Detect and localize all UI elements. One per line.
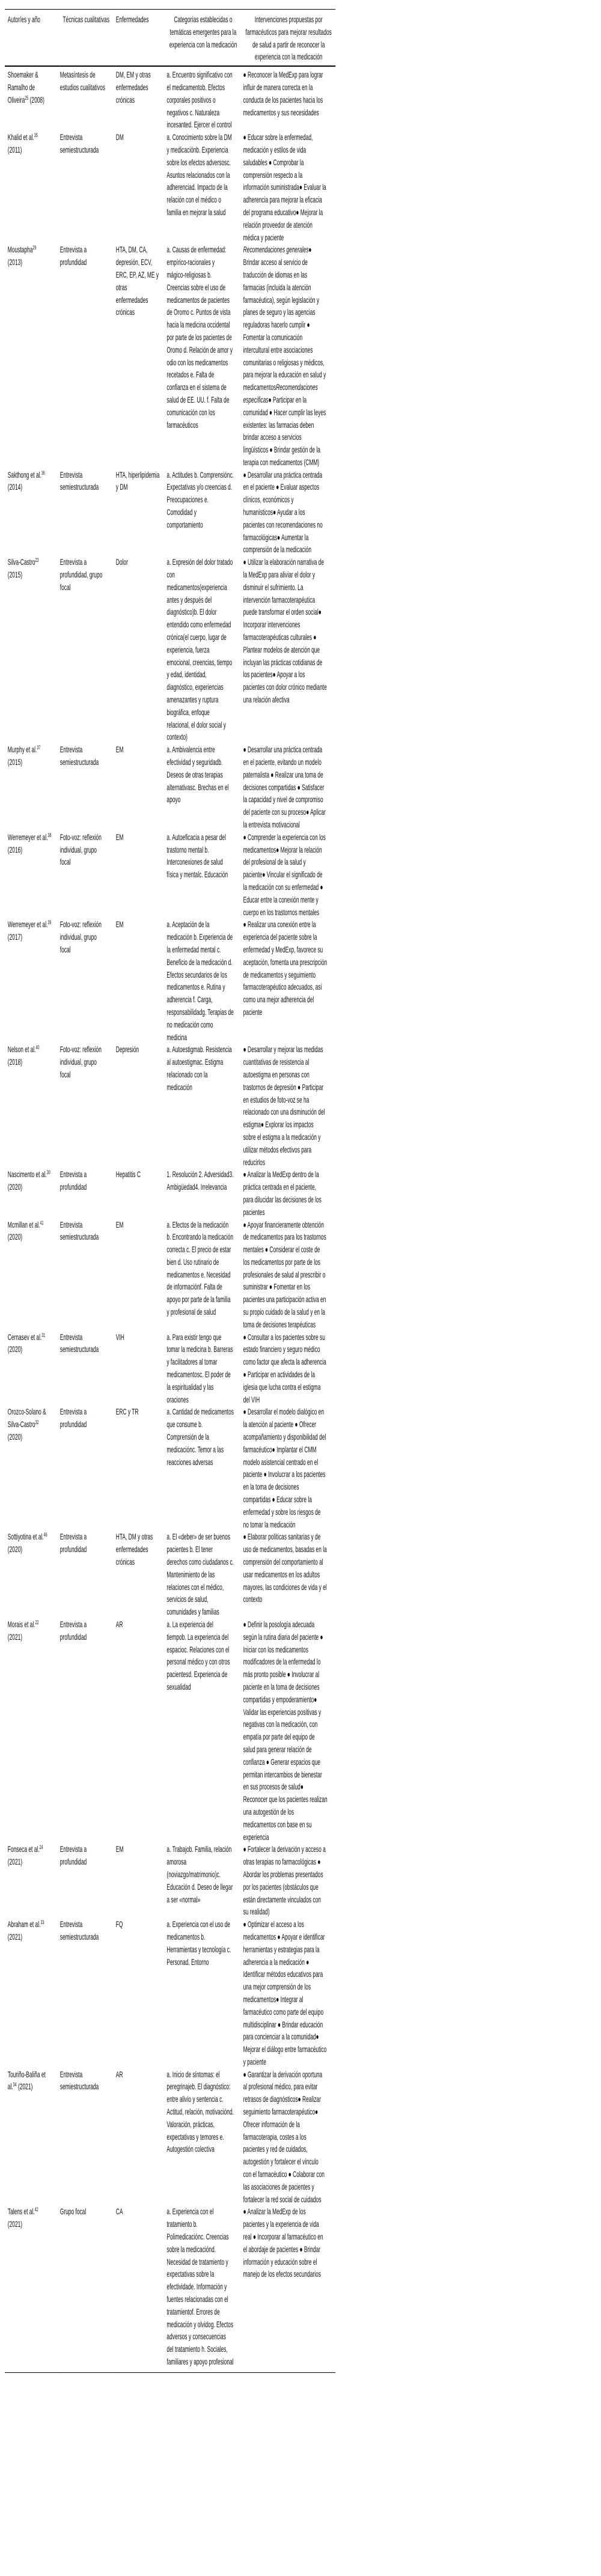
publication-year: (2020) [7,1232,23,1242]
author-name: Talens et al. [7,2206,35,2217]
table-row [5,918,335,1043]
intervention-text: ● Garantizar la derivación oportuna al profesional médico, para evitar retrasos de diagnósticos● Realizar seguimiento farmacoterapéutico● Ofrecer información de la farmacoterapia, costes a los pacientes y red de cuidados, autogestión y fortalecer el vínculo con el farmacéutico ● Colaborar con las asociaciones de pacientes y fortalecer la red social de cuidados [243,2069,325,2204]
reference-number: 42 [34,2206,38,2213]
publication-year: (2021) [7,1631,23,1642]
publication-year: (2021) [7,1931,23,1941]
author-year-cell [5,131,60,243]
technique-cell: Entrevista semiestructurada [59,2069,99,2092]
categories-cell: a. Autoestigmab. Resistencia al autoestigmac. Estigma relacionado con la medicación [166,1044,232,1092]
author-year-cell [5,469,60,556]
categories-cell: a. Conocimiento sobre la DM y medicaciónb. Experiencia sobre los efectos adversosc. Asuntos relacionados con la adherenciad. Impacto de la relación con el médico o familia en mejorar la salud [166,132,232,217]
author-year-cell [5,556,60,743]
disease-cell: HTA, DM, CA, depresión, ECV, ERC, EP, AZ, ME y otras enfermedades crónicas [115,245,159,317]
disease-cell: AR [115,1619,123,1629]
header-author-year: Autor/es y año [5,10,60,67]
interventions-cell [243,918,336,1043]
author-name: Sottiyotina et al. [7,1532,44,1542]
interventions-cell [243,1219,336,1331]
interventions-cell [243,1530,336,1618]
author-name: Werremeyer et al. [7,832,48,842]
publication-year: (2013) [7,257,23,267]
disease-cell: AR [115,2069,123,2079]
author-name: Orozco-Solano & Silva-Castro [7,1407,46,1430]
disease-cell: Hepatitis C [115,1169,141,1180]
publication-year: (2015) [7,757,23,767]
reference-number: 46 [43,1532,47,1538]
intervention-text: ● Optimizar el acceso a los medicamentos ● Apoyar e identificar herramientas y estrategias para la adherencia a la medicación ● Identificar métodos educativos para una mejor comprensión de los medicamentos● Integrar al farmacéutico como parte del equipo multidisciplinar ● Brindar educación para concienciar a la comunidad● Mejorar el diálogo entre farmacéutico y paciente [243,1919,327,2066]
reference-number: 29 [32,245,37,251]
technique-cell: Grupo focal [60,2205,116,2372]
categories-cell: a. Efectos de la medicación b. Encontrando la medicación correcta c. El precio de estar bien d. Uso rutinario de medicamentos e. Necesidad de informaciónf. Falta de apoyo por parte de la familia y profesional de salud [166,1219,234,1317]
publication-year: (2020) [7,1544,23,1554]
author-year-cell [5,1168,60,1218]
author-year-cell [5,2205,60,2372]
interventions-cell [243,2205,336,2372]
author-name: Morais et al. [7,1619,35,1629]
categories-cell: a. Encuentro significativo con el medicamentob. Efectos corporales positivos o negativos c. Naturaleza incesanted. Ejercer el control [166,70,233,130]
reference-number: 40 [35,1044,40,1051]
categories-cell: a. La experiencia del tiempob. La experiencia del espacioc. Relaciones con el personal médico y con otros pacientesd. Experiencia de sexualidad [166,1619,230,1691]
table-row [5,1331,335,1406]
interventions-cell [243,1843,336,1918]
author-name: Werremeyer et al. [7,919,48,930]
technique-cell: Entrevista semiestructurada [59,469,99,492]
technique-cell: Entrevista semiestructurada [59,1219,99,1242]
table-row [5,2205,335,2372]
author-year-cell [5,831,60,919]
header-techniques: Técnicas cualitativas [60,10,116,67]
technique-cell: Metasíntesis de estudios cualitativos [59,70,105,92]
disease-cell: HTA, hiperlipidemia y DM [115,469,160,492]
interventions-cell [243,243,336,468]
author-year-cell [5,1405,60,1530]
publication-year: (2015) [7,570,23,580]
technique-cell: Entrevista semiestructurada [59,132,99,154]
reference-number: 38 [47,832,52,838]
disease-cell: EM [115,1844,124,1854]
intervention-text: ● Participar en la comunidad ● Hacer cumplir las leyes existentes: las farmacias deben brindar acceso a servicios lingüísticos ● Brindar gestión de la terapia con medicamentos (CMM) [243,394,326,467]
publication-year: (2017) [7,932,23,942]
interventions-cell [243,556,336,743]
author-name: Cernasev et al. [7,1332,42,1342]
publication-year: (2020) [7,1182,23,1192]
intervention-text: ● Reconocer la MedExp para lograr influir de manera correcta en la conducta de los pacientes hacia los medicamentos y sus necesidades [243,70,323,117]
reference-number: 25 [25,94,29,101]
reference-number: 24 [39,1844,43,1851]
author-name: Khalid et al. [7,132,34,142]
author-name: Abraham et al. [7,1919,41,1929]
technique-cell: Foto-voz: reflexión individual, grupo focal [59,832,102,867]
categories-cell: a. Para existir tengo que tomar la medicina b. Barreras y facilitadores al tomar medicamentosc. El poder de la espiritualidad y las oraciones [166,1332,233,1404]
technique-cell: Entrevista a profundidad [59,1532,87,1554]
author-name: Nelson et al. [7,1044,36,1055]
publication-year: (2018) [7,1057,23,1067]
interventions-cell [243,831,336,919]
disease-cell: EM [115,1219,124,1229]
table-body [5,66,335,2372]
author-year-cell [5,1219,60,1331]
disease-cell: CA [116,2205,167,2372]
reference-number: 31 [41,1332,46,1338]
interventions-cell [243,131,336,243]
categories-cell: a. Cantidad de medicamentos que consume b. Comprensión de la medicaciónc. Temor a las reacciones adversas [166,1407,234,1467]
disease-cell: EM [115,744,124,755]
interventions-cell [243,66,336,131]
disease-cell: FQ [115,1919,123,1929]
intervention-text: ● Realizar una conexión entre la experiencia del paciente sobre la enfermedad y MedExp, favorece su aceptación, fomenta una prescripción de medicamentos y seguimiento farmacoterapéutico adecuados, así como una mejor adherencia del paciente [243,919,328,1017]
reference-number: 34 [13,2081,17,2088]
categories-cell: a. Actitudes b. Comprensiónc. Expectativas y/o creencias d. Preocupaciones e. Comodidad y comportamiento [166,469,234,529]
studies-table-container [5,9,332,2373]
categories-cell: a. Experiencia con el uso de medicamentos b. Herramientas y tecnología c. Personad. Entorno [166,1919,231,1967]
table-row [5,1168,335,1218]
header-interventions: Intervenciones propuestas por farmacéuticos para mejorar resultados de salud a partir de reconocer la experiencia con la medicación [243,10,336,67]
technique-cell: Entrevista a profundidad [59,1844,87,1867]
categories-cell: a. Aceptación de la medicación b. Experiencia de la enfermedad mental c. Beneficio de la medicación d. Efectos secundarios de los medicamentos e. Rutina y adherencia f. Carga, responsabilidadg. Terapias de no medicación como medicina [166,919,234,1042]
categories-cell: a. Expresión del dolor tratado con medicamentos(experiencia antes y después del diagnóstico)b. El dolor entendido como enfermedad crónica(el cuerpo, lugar de experiencia, fuerza emocional, creencias, tiempo y edad, identidad, diagnóstico, experiencias amenazantes y ruptura biográfica, enfoque relacional, el dolor social y contexto) [166,557,233,742]
technique-cell: Entrevista a profundidad [59,245,87,267]
disease-cell: DM [115,132,124,142]
table-row [5,556,335,743]
disease-cell: ERC y TR [115,1407,139,1417]
interventions-cell [243,1331,336,1406]
intervention-text: ● Brindar acceso al servicio de traducción de idiomas en las farmacias (incluida la atención farmacéutica), según legislación y planes de seguro y las agencias reguladoras hacerlo cumplir ● Fomentar la comunicación intercultural entre asociaciones comunitarias o religiosas y médicos, para mejorar la educación en salud y medicamentos [243,245,326,392]
publication-year: (2020) [7,1432,23,1442]
intervention-text: ● Desarrollar una práctica centrada en el paciente, evitando un modelo paternalista ● Realizar una toma de decisiones compartidas ● Satisfacer la capacidad y nivel de compromiso del paciente con su proceso● Aplicar la entrevista motivacional [243,744,326,829]
author-year-cell [5,2068,60,2206]
recommendations-subheading: Recomendaciones generales [243,245,309,255]
table-row [5,1043,335,1168]
intervention-text: ● Desarrollar el modelo dialógico en la atención al paciente ● Ofrecer acompañamiento y disponibilidad del farmacéutico● Implantar el CMM modelo asistencial centrado en el paciente ● Involucrar a los pacientes en la toma de decisiones compartidas ● Educar sobre la enfermedad y sobre los riesgos de no tomar la medicación [243,1407,326,1529]
disease-cell: VIH [115,1332,124,1342]
author-name: Mcmillan et al. [7,1219,40,1229]
reference-number: 41 [40,1219,44,1226]
disease-cell: EM [115,832,124,842]
categories-cell: a. Autoeficacia a pesar del trastorno mental b. Interconexiones de salud física y mentalc. Educación [166,832,228,880]
reference-number: 23 [35,557,39,564]
publication-year: (2021) [16,2081,33,2092]
publication-year: (2014) [7,482,23,492]
technique-cell: Foto-voz: reflexión individual, grupo focal [59,919,102,954]
interventions-cell [243,469,336,556]
author-name: Touriño-Baliña et al. [7,2069,46,2092]
technique-cell: Entrevista semiestructurada [59,1919,99,1941]
publication-year: (2016) [7,844,23,854]
disease-cell: EM [115,919,124,930]
author-name: Nascimento et al. [7,1169,47,1180]
intervention-text: ● Utilizar la elaboración narrativa de la MedExp para aliviar el dolor y disminuir el sufrimiento. La intervención farmacoterapéutica puede transformar el orden social● Incorporar intervenciones farmacoterapéuticas culturales ● Plantear modelos de atención que incluyan las prácticas cotidianas de los pacientes● Apoyar a los pacientes con dolor crónico mediante una relación afectiva [243,557,327,705]
table-row [5,243,335,468]
table-row [5,469,335,556]
author-name: Silva-Castro [7,557,35,567]
table-header [5,10,335,67]
author-year-cell [5,743,60,831]
header-diseases: Enfermedades [116,10,167,67]
disease-cell: HTA, DM y otras enfermedades crónicas [115,1532,153,1567]
interventions-cell [243,1618,336,1843]
categories-cell: a. Experiencia con el tratamiento b. Polimedicaciónc. Creencias sobre la medicaciónd. Necesidad de tratamiento y expectativas sobre la efectividade. Información y fuentes relacionadas con el tratamientof. Errores de medicación y olvidog. Efectos adversos y consecuencias del tratamiento h. Sociales, familiares y apoyo profesional [166,2205,243,2372]
categories-cell: 1. Resolución 2. Adversidad3. Ambigüedad4. Irrelevancia [166,1169,234,1192]
technique-cell: Entrevista a profundidad [59,1619,87,1642]
intervention-text: ● Desarrollar una práctica centrada en el paciente ● Evaluar aspectos clínicos, económicos y humanísticos● Ayudar a los pacientes con recomendaciones no farmacológicas● Aumentar la comprensión de la medicación [243,469,323,555]
table-row [5,1843,335,1918]
author-year-cell [5,66,60,131]
intervention-text: ● Analizar la MedExp de los pacientes y la experiencia de vida real ● Incorporar al farmacéutico en el abordaje de pacientes ● Brindar información y educación sobre el manejo de los efectos secundarios [243,2206,323,2279]
table-row [5,1618,335,1843]
publication-year: (2008) [28,94,44,105]
technique-cell: Entrevista semiestructurada [59,744,99,767]
interventions-cell [243,1168,336,1218]
intervention-text: ● Elaborar políticas sanitarias y de uso de medicamentos, basadas en la comprensión del comportamiento al usar medicamentos en los adultos mayores, las condiciones de vida y el contexto [243,1532,327,1604]
technique-cell: Entrevista a profundidad, grupo focal [59,557,103,592]
publication-year: (2020) [7,1344,23,1354]
reference-number: 30 [46,1169,50,1176]
author-year-cell [5,1618,60,1843]
technique-cell: Entrevista semiestructurada [59,1332,99,1354]
header-row [5,10,335,67]
table-row [5,743,335,831]
author-name: Moustapha [7,245,33,255]
reference-number: 35 [34,132,38,139]
intervention-text: ● Analizar la MedExp dentro de la práctica centrada en el paciente, para dilucidar las decisiones de los pacientes [243,1169,322,1217]
author-name: Murphy et al. [7,744,37,755]
publication-year: (2021) [7,1857,23,1867]
table-row [5,1530,335,1618]
technique-cell: Entrevista a profundidad [59,1407,87,1430]
recommendations-subheading: Recomendaciones específicas [243,382,318,404]
intervention-text: ● Consultar a los pacientes sobre su estado financiero y seguro médico como factor que afecta la adherencia ● Participar en actividades de la iglesia que lucha contra el estigma del VIH [243,1332,326,1404]
author-year-cell [5,1843,60,1918]
author-year-cell [5,1043,60,1168]
table-row [5,66,335,131]
reference-number: 36 [41,469,45,476]
reference-number: 37 [37,744,41,751]
studies-table [5,9,335,2373]
intervention-text: ● Desarrollar y mejorar las medidas cuantitativas de resistencia al autoestigma en personas con trastornos de depresión ● Participar en estudios de foto-voz se ha relacionado con una disminución del estigma● Explorar los impactos sobre el estigma a la medicación y utilizar métodos efectivos para reducirlos [243,1044,325,1167]
interventions-cell [243,2068,336,2206]
header-categories: Categorías establecidas o temáticas emergentes para la experiencia con la medicación [166,10,243,67]
author-year-cell [5,1331,60,1406]
interventions-cell [243,1405,336,1530]
table-row [5,831,335,919]
reference-number: 33 [40,1919,44,1926]
categories-cell: a. El «deber» de ser buenos pacientes b. El tener derechos como ciudadanos c. Mantenimiento de las relaciones con el médico, servicios de salud, comunidades y familias [166,1532,234,1617]
author-name: Fonseca et al. [7,1844,40,1854]
table-row [5,131,335,243]
author-name: Shoemaker & Ramalho de Oliveira [7,70,38,105]
interventions-cell [243,1918,336,2068]
intervention-text: ● Definir la posología adecuada según la rutina diaria del paciente ● Iniciar con los medicamentos modificadores de la enfermedad lo más pronto posible ● Involucrar al paciente en la toma de decisiones compartidas y empoderamiento● Validar las experiencias positivas y negativas con la medicación, con empatía por parte del equipo de salud para generar relación de confianza ● Generar espacios que permitan intercambios de bienestar en sus procesos de salud● Reconocer que los pacientes realizan una autogestión de los medicamentos con base en su experiencia [243,1619,328,1842]
reference-number: 39 [47,919,52,926]
reference-number: 32 [35,1419,39,1426]
table-row [5,1405,335,1530]
author-year-cell [5,243,60,468]
disease-cell: Dolor [115,557,128,567]
technique-cell: Entrevista a profundidad [59,1169,87,1192]
author-name: Sakthong et al. [7,469,41,480]
categories-cell: a. Inicio de síntomas: el peregrinajeb. El diagnóstico: entre alivio y sentencia c. Actitud, relación, motivaciónd. Valoración, prácticas, expectativas y temores e. Autogestión colectiva [166,2069,234,2154]
categories-cell: a. Ambivalencia entre efectividad y seguridadb. Deseos de otras terapias alternativasc. Brechas en el apoyo [166,744,229,805]
author-year-cell [5,1530,60,1618]
publication-year: (2011) [7,144,22,154]
intervention-text: ● Comprender la experiencia con los medicamentos● Mejorar la relación del profesional de la salud y paciente● Vincular el significado de la medicación con su enfermedad ● Educar entre la conexión mente y cuerpo en los trastornos mentales [243,832,326,917]
intervention-text: ● Fortalecer la derivación y acceso a otras terapias no farmacológicas ● Abordar los problemas presentados por los pacientes (obstáculos que están directamente vinculados con su realidad) [243,1844,326,1917]
publication-year: (2021) [7,2219,23,2229]
intervention-text: ● Educar sobre la enfermedad, medicación y estilos de vida saludables ● Comprobar la comprensión respecto a la información suministrada● Evaluar la adherencia para mejorar la eficacia del programa educativo● Mejorar la relación proveedor de atención médica y paciente [243,132,326,242]
author-year-cell [5,1918,60,2068]
table-row [5,2068,335,2206]
interventions-cell [243,743,336,831]
disease-cell: Depresión [115,1044,139,1055]
table-row [5,1918,335,2068]
categories-cell: a. Causas de enfermedad: empírico-racionales y mágico-religiosas b. Creencias sobre el uso de medicamentos de pacientes de Oromo c. Puntos de vista hacia la medicina occidental por parte de los pacientes de Oromo d. Relación de amor y odio con los medicamentos recetados e. Falta de confianza en el sistema de salud de EE. UU. f. Falta de comunicación con los farmacéuticos [166,245,233,430]
categories-cell: a. Trabajob. Familia, relación amorosa (noviazgo/matrimonio)c. Educación d. Deseo de llegar a ser «normal» [166,1844,233,1904]
intervention-text: ● Apoyar financieramente obtención de medicamentos para los trastornos mentales ● Considerar el coste de los medicamentos por parte de los profesionales de salud al prescribir o suministrar ● Fomentar en los pacientes una participación activa en su propio cuidado de la salud y en la toma de decisiones terapéuticas [243,1219,326,1329]
disease-cell: DM, EM y otras enfermedades crónicas [115,70,151,105]
table-row [5,1219,335,1331]
interventions-cell [243,1043,336,1168]
author-year-cell [5,918,60,1043]
reference-number: 22 [35,1619,39,1625]
technique-cell: Foto-voz: reflexión individual, grupo focal [59,1044,102,1079]
